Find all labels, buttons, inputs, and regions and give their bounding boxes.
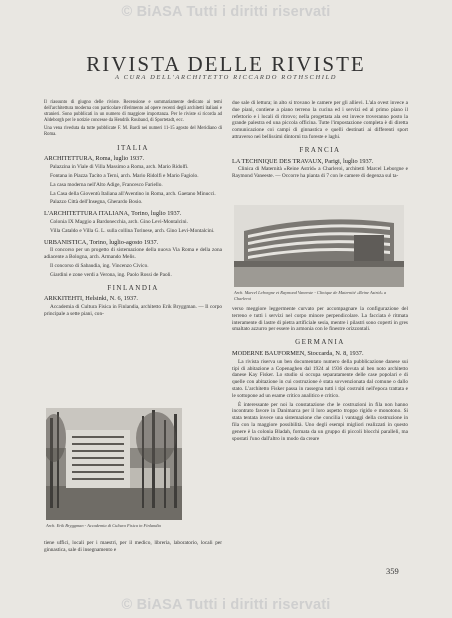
review-item: Fontana in Piazza Tacito a Terni, arch. Mario Ridolfi e Mario Fagiolo. bbox=[50, 172, 199, 179]
photo-caption: Arch. Marcel Leborgne et Raymond Vaneeste - Clinique de Maternité «Reine Astrid» a Charleroi bbox=[234, 290, 387, 301]
intro-paragraph: Il riassunto di giugno delle riviste. Recensione e sommariamente dedicato ai temi dell'architettura moderna con particolare riferimento ad opere recenti degli architetti italiani e stranieri. Sono pubblicati in un numero di maggiore importanza. Per le riviste si ricorda ad Aldeborgh per le notizie concesse da Hendrik Rouband, di Sportetadt, ecc. bbox=[44, 100, 222, 124]
review-heading: LA TECHNIQUE DES TRAVAUX, Parigi, luglio 1937. bbox=[232, 157, 374, 165]
photo-clinic bbox=[234, 205, 404, 287]
section-heading-francia: FRANCIA bbox=[299, 145, 341, 154]
review-item: Clinica di Maternità «Reine Astrid» a Charleroi, architetti Marcel Leborgne e Raymond Vaneeste. — Occorre ha pianta di 7 con le camere di degenza sul ta- bbox=[232, 166, 408, 180]
watermark-top: © BiASA Tutti i diritti riservati bbox=[121, 4, 331, 20]
body-text: due sale di lettura; in alto si trovano le camere per gli allievi. L'ala ovest invece a due piani, contiene a piano terreno la cucina ed i servizi ed al primo piano il refettorio e i locali di ritrovo; nella progettata ala est invece troveranno posto la grande palestra ed una piccola officina. Tutte l'impostazione completa è di diretta comunicazione coi campi di ginnastica e quelli destinati ai differenti sport attraverso nei bellissimi dintorni tra foreste e laghi. bbox=[232, 100, 408, 140]
section-heading-italia: ITALIA bbox=[117, 143, 149, 152]
review-heading: ARKKITEHTI, Helsinki, N. 6, 1937. bbox=[44, 295, 138, 303]
page-title: RIVISTA DELLE RIVISTE bbox=[86, 52, 366, 76]
section-heading-finlandia: FINLANDIA bbox=[107, 283, 159, 292]
review-item: La rivista riserva un ben documentato numero della pubblicazione danese sui tipi di abitazione a Copenaghen dal 1924 al 1936 dovuta al ben noto architetto danese Kay Fisker. Lo studio si occupa separatamente delle case popolari e di quelle con abitazione in cui costruzione è stata sovvenzionata dal comune o dallo stato. L'architetto Fisker passa in rassegna tutti i tipi costruiti nell'epoca trattata e le sottopone ad un esame critico analitico e critico. bbox=[232, 358, 408, 399]
review-item: Villa Cataldo e Villa G. L. sulla collina Torinese, arch. Gino Levi-Montalcini. bbox=[50, 227, 215, 234]
left-continuation bbox=[44, 540, 222, 556]
photo-academy bbox=[46, 408, 182, 520]
page-number: 359 bbox=[386, 566, 399, 576]
right-column bbox=[232, 100, 408, 182]
photo-caption: Arch. Erik Bryggman - Accademia di Cultura Fisica in Finlandia bbox=[46, 523, 161, 528]
body-text: verso meggiore leggermente curvato per accompagnare la configurazione del terreno e tutti i servizi nel corpo minore perpendicolare. La facciata è ritmata interamente di lastre di pietra artificiale sesia, mentre i pilastri sono coperti in gres smaltato azzurro per essere in armonia con le finestre orizzontali. bbox=[232, 306, 408, 333]
review-item: Il concorso di Sabaudia, ing. Vincenzo Civico. bbox=[50, 262, 149, 269]
continuation-text: tiene uffici, locali per i maestri, per il medico, libreria, laboratorio, locali per ginnastica, sale di insegnamento e bbox=[44, 540, 222, 553]
left-column bbox=[44, 100, 222, 320]
review-item: Palazzo Città dell'Insegna, Gherardo Bosio. bbox=[50, 199, 143, 206]
review-heading: L'ARCHITETTURA ITALIANA, Torino, luglio 1937. bbox=[44, 210, 182, 218]
intro-paragraph: Una vena riveduta da tutte pubblicate F. M. Bardi nei numeri 11-15 agosto del Meridiano di Roma. bbox=[44, 126, 222, 138]
review-item: La casa moderna nell'Alto Adige, Francesco Fariello. bbox=[50, 181, 163, 188]
review-item: Il concorso per un progetto di sistemazione della nuova Via Roma e della zona adiacente a Bologna, arch. Armando Melis. bbox=[44, 247, 222, 261]
review-item: È interessante per noi la constatazione che le costruzioni in fila non hanno incontrato favore in Danimarca per il loro aspetto troppo rigido e monotono. Si stata tentata invece una sistemazione che concilia i vantaggi della costruzione in fila con la maggiore possibilità. Uno degli esempi migliori realizzati in questo genere è la colonia Bladah, formata da un gruppo di piccoli blocchi paralleli, ma spostati l'uno dall'altro in modo da creare bbox=[232, 401, 408, 442]
intro-block bbox=[44, 100, 222, 139]
section-heading-germania: GERMANIA bbox=[295, 338, 345, 347]
review-item: Accademia di Cultura Fisica in Finlandia, architetto Erik Bryggman. — Il corpo principale a sette piani, con- bbox=[44, 304, 222, 317]
review-item: Giardini e zone verdi a Verona, ing. Paolo Rossi de Paoli. bbox=[50, 271, 172, 278]
review-heading: URBANISTICA, Torino, luglio-agosto 1937. bbox=[44, 238, 159, 246]
review-item: Colonia IX Maggio a Bardonecchia, arch. Gino Levi-Montalcini. bbox=[50, 218, 188, 225]
watermark-bottom: © BiASA Tutti i diritti riservati bbox=[121, 597, 331, 613]
review-item: La Casa della Gioventù Italiana all'Aventino in Roma, arch. Gaetano Minucci. bbox=[50, 190, 216, 197]
review-item: Palazzina in Viale di Villa Massimo a Roma, arch. Mario Ridolfi. bbox=[50, 164, 189, 171]
review-heading: ARCHITETTURA, Roma, luglio 1937. bbox=[44, 155, 145, 163]
review-heading: MODERNE BAUFORMEN, Stoccarda, N. 8, 1937. bbox=[232, 349, 364, 357]
right-column-lower bbox=[232, 306, 408, 444]
page-subtitle: A CURA DELL'ARCHITETTO RICCARDO ROTHSCHILD bbox=[114, 74, 338, 81]
